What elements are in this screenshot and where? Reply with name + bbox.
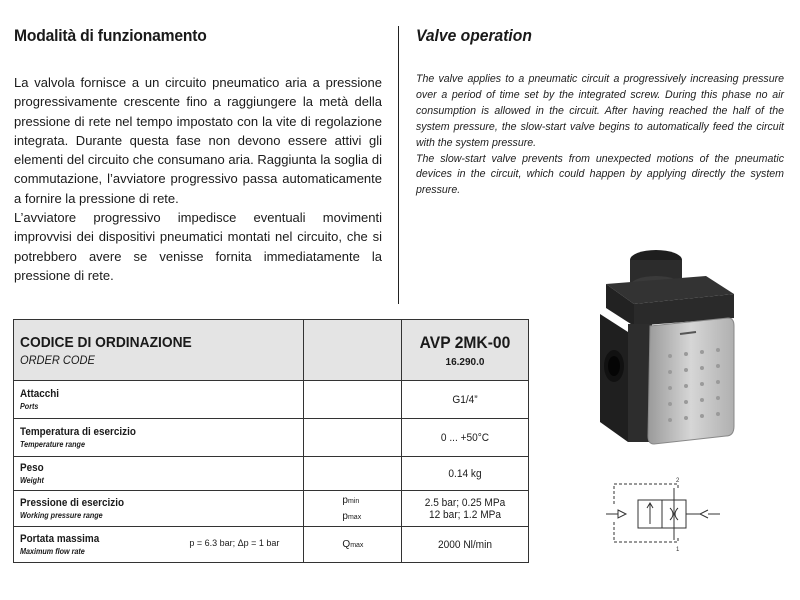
- order-code-label: CODICE DI ORDINAZIONE: [20, 333, 192, 351]
- model-name: AVP 2MK-00: [419, 332, 511, 352]
- spec-table: [13, 319, 529, 563]
- row-label: Attacchi: [20, 388, 60, 400]
- table-row: [14, 527, 529, 563]
- port-label-bottom: 1: [676, 547, 680, 552]
- english-paragraph-1: The valve applies to a pneumatic circuit a progressively increasing pressure over a period of time set by the integrated screw. During this phase no air consumption is allowed in the circuit. After having reached the half of the system pressure, the slow-start valve begins to automatically feed the circuit with the system pressure.: [416, 73, 784, 149]
- english-title: Valve operation: [416, 26, 532, 45]
- italian-title: Modalità di funzionamento: [14, 26, 207, 45]
- header-label-cell: [14, 320, 304, 381]
- row-label: Portata massima: [20, 533, 100, 545]
- row-label: Temperatura di esercizio: [20, 426, 136, 438]
- row-sublabel: Working pressure range: [20, 511, 103, 520]
- header-symbol-cell: [304, 320, 402, 381]
- row-value: 0.14 kg: [448, 467, 482, 480]
- row-sublabel: Maximum flow rate: [20, 547, 85, 556]
- column-divider: [398, 26, 399, 304]
- model-code: 16.290.0: [445, 356, 485, 368]
- pneumatic-symbol-diagram: [604, 476, 724, 552]
- table-row: [14, 457, 529, 491]
- table-row: [14, 419, 529, 457]
- table-row: [14, 381, 529, 419]
- row-sublabel: Temperature range: [20, 440, 85, 449]
- row-value: 2000 Nl/min: [437, 538, 492, 551]
- valve-product-image: [594, 246, 744, 450]
- row-value: 2.5 bar; 0.25 MPa: [424, 496, 506, 509]
- row-sublabel: Ports: [20, 402, 39, 411]
- row-label: Peso: [20, 462, 44, 474]
- row-value: G1/4”: [452, 393, 478, 406]
- italian-paragraph-2: L’avviatore progressivo impedisce eventuali movimenti improvvisi dei dispositivi pneumatici montati nel circuito, che si potrebbero avere se venisse fornita immediatamente la pressione di rete.: [14, 210, 382, 283]
- italian-paragraph-1: La valvola fornisce a un circuito pneumatico aria a pressione progressivamente crescente fino a raggiungere la metà della pressione di rete nel tempo impostato con la vite di regolazione integrata. Durante questa fase non devono essere attivi gli elementi del circuito che consumano aria. Raggiunta la soglia di commutazione, l’avviatore progressivo passa automaticamente a fornire la pressione di rete.: [14, 75, 382, 206]
- symbol-qmax: Qmax: [342, 538, 364, 550]
- header-model-cell: [402, 320, 529, 381]
- table-header-row: [14, 320, 529, 381]
- row-value-2: 12 bar; 1.2 MPa: [428, 508, 502, 521]
- symbol-pmax: pmax: [342, 510, 362, 522]
- english-description: [416, 72, 784, 199]
- table-row: [14, 491, 529, 527]
- italian-description: [14, 73, 382, 285]
- symbol-pmin: pmin: [342, 494, 360, 506]
- port-label-top: 2: [676, 478, 680, 484]
- english-paragraph-2: The slow-start valve prevents from unexpected motions of the pneumatic devices in the circuit, which could happen by applying directly the system pressure.: [416, 152, 784, 197]
- row-label: Pressione di esercizio: [20, 497, 125, 509]
- flow-condition: p = 6.3 bar; Δp = 1 bar: [189, 538, 280, 548]
- order-code-sublabel: ORDER CODE: [20, 352, 95, 367]
- row-value: 0 ... +50°C: [440, 431, 490, 444]
- row-sublabel: Weight: [20, 476, 44, 485]
